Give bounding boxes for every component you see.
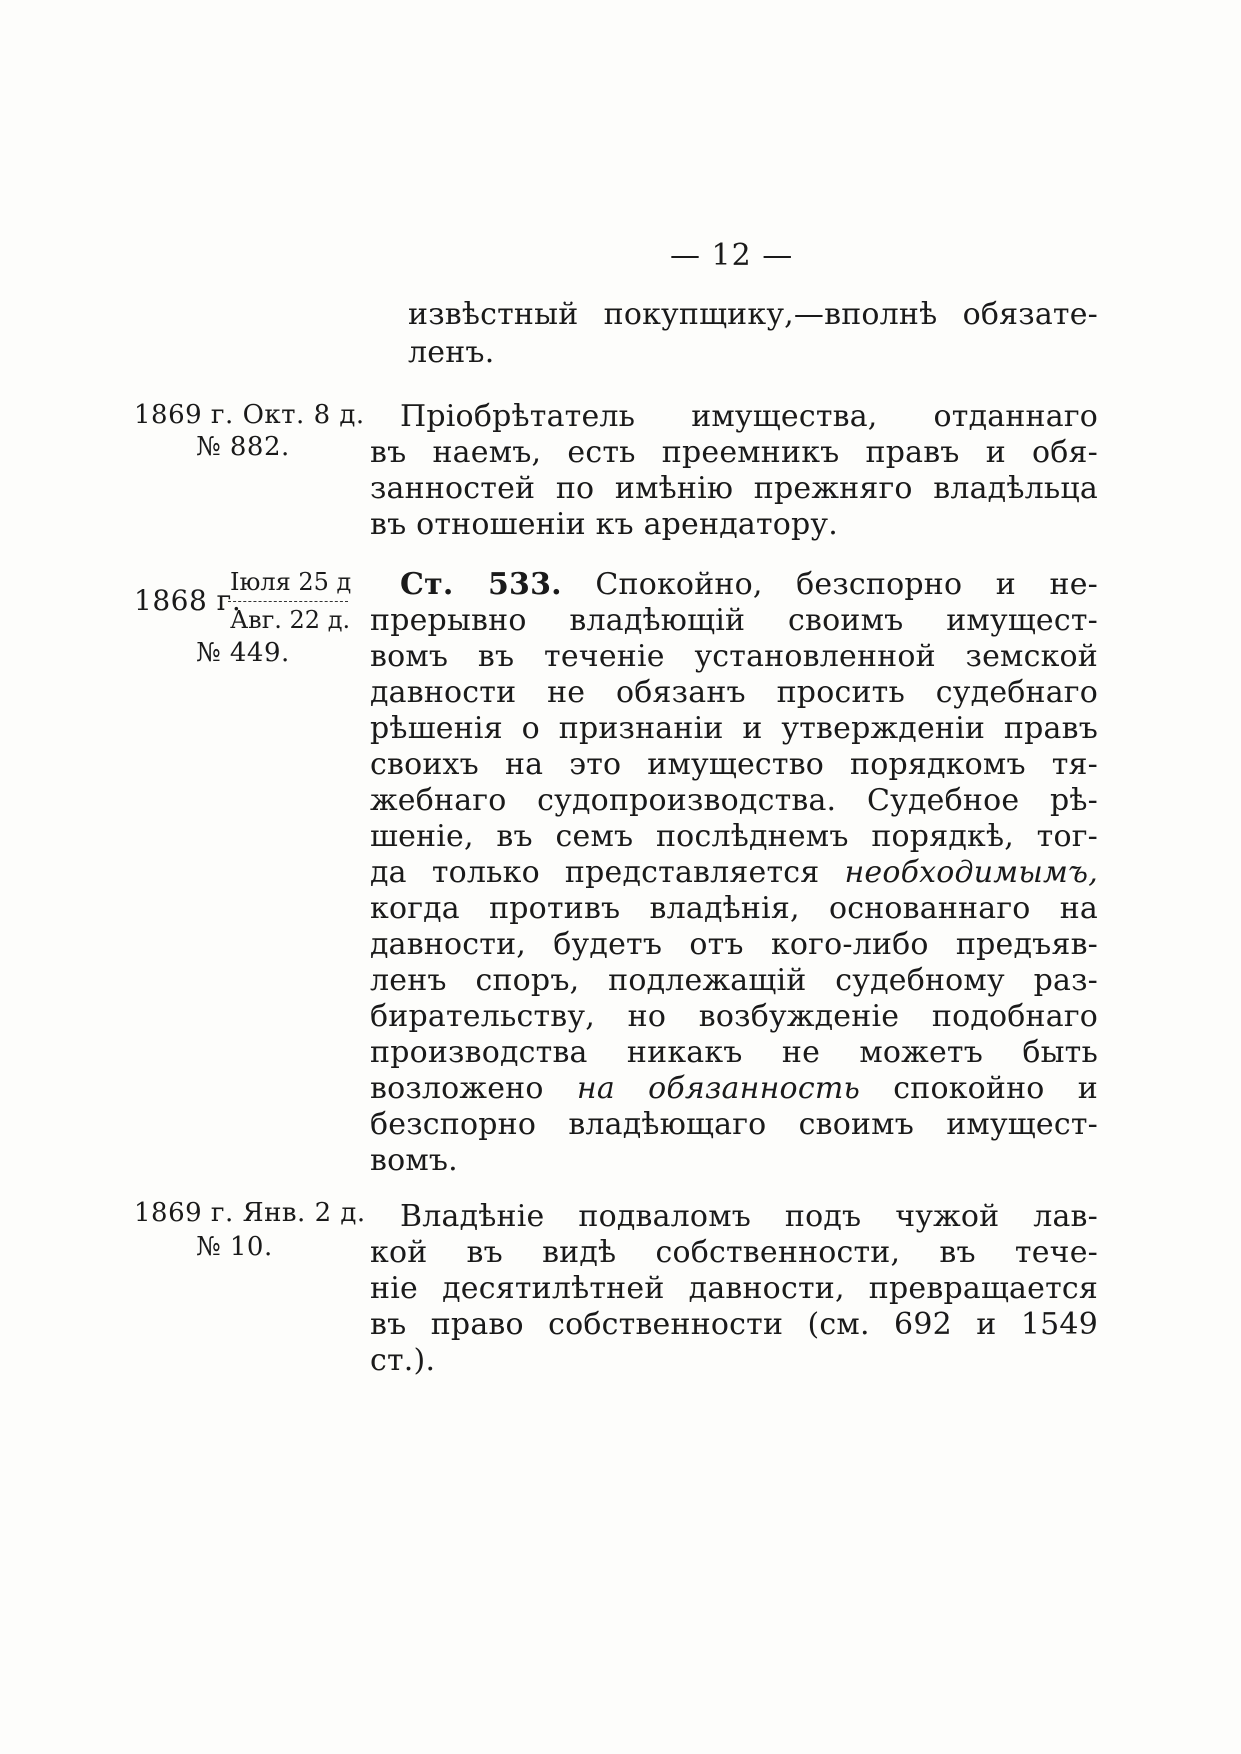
entry2-line-12: ленъ споръ, подлежащій судебному раз-: [370, 963, 1098, 998]
entry2-line-1-rest: Спокойно, безспорно и не-: [595, 567, 1098, 602]
entry2-line-15-prefix: возложено: [370, 1071, 544, 1106]
entry1-margin-number: № 882.: [196, 432, 290, 462]
entry1-margin-date: 1869 г. Окт. 8 д.: [134, 400, 365, 430]
entry1-line-4: въ отношеніи къ арендатору.: [370, 507, 839, 542]
page-number: — 12 —: [670, 238, 794, 273]
intro-line-2: ленъ.: [408, 335, 495, 370]
entry3-margin-date: 1869 г. Янв. 2 д.: [134, 1198, 366, 1228]
entry2-line-13: бирательству, но возбужденіе подобнаго: [370, 999, 1098, 1034]
entry2-line-8: шеніе, въ семъ послѣднемъ порядкѣ, тог-: [370, 819, 1098, 854]
entry2-line-2: прерывно владѣющій своимъ имущест-: [370, 603, 1098, 638]
entry2-line-9-italic: необходимымъ,: [844, 855, 1098, 890]
entry2-margin-numerator: Іюля 25 д: [230, 568, 352, 596]
entry3-line-1: Владѣніе подваломъ подъ чужой лав-: [400, 1199, 1098, 1234]
entry2-margin-year: 1868 г.: [134, 584, 242, 617]
entry3-line-5: ст.).: [370, 1343, 436, 1378]
entry2-line-16: безспорно владѣющаго своимъ имущест-: [370, 1107, 1098, 1142]
entry2-line-14: производства никакъ не можетъ быть: [370, 1035, 1098, 1070]
entry2-line-7: жебнаго судопроизводства. Судебное рѣ-: [370, 783, 1098, 818]
entry1-line-3: занностей по имѣнію прежняго владѣльца: [370, 471, 1098, 506]
article-label: Ст. 533.: [400, 567, 562, 602]
entry2-line-9: [370, 854, 1098, 892]
entry2-margin-fraction-bar: [228, 601, 348, 602]
entry2-margin-number: № 449.: [196, 638, 290, 668]
entry1-line-1: Пріобрѣтатель имущества, отданнаго: [400, 399, 1098, 434]
entry1-line-2: въ наемъ, есть преемникъ правъ и обя-: [370, 435, 1098, 470]
entry3-line-3: ніе десятилѣтней давности, превращается: [370, 1271, 1098, 1306]
entry2-line-11: давности, будетъ отъ кого-либо предъяв-: [370, 927, 1098, 962]
entry2-line-1: [400, 566, 1098, 604]
entry2-line-5: рѣшенія о признаніи и утвержденіи правъ: [370, 711, 1098, 746]
entry3-line-4: въ право собственности (см. 692 и 1549: [370, 1307, 1098, 1342]
entry3-margin-number: № 10.: [196, 1232, 273, 1262]
entry2-line-10: когда противъ владѣнія, основаннаго на: [370, 891, 1098, 926]
entry2-line-17: вомъ.: [370, 1143, 458, 1178]
entry2-line-15-italic: на обязанность: [576, 1071, 861, 1106]
entry2-line-4: давности не обязанъ просить судебнаго: [370, 675, 1098, 710]
entry2-margin-denominator: Авг. 22 д.: [230, 606, 351, 634]
intro-line-1: извѣстный покупщику,—вполнѣ обязате-: [408, 297, 1098, 332]
entry2-line-15: [370, 1070, 1098, 1108]
entry2-line-6: своихъ на это имущество порядкомъ тя-: [370, 747, 1098, 782]
entry2-line-9-prefix: да только представляется: [370, 855, 820, 890]
entry2-line-3: вомъ въ теченіе установленной земской: [370, 639, 1098, 674]
entry3-line-2: кой въ видѣ собственности, въ тече-: [370, 1235, 1098, 1270]
entry2-line-15-suffix: спокойно и: [893, 1071, 1098, 1106]
